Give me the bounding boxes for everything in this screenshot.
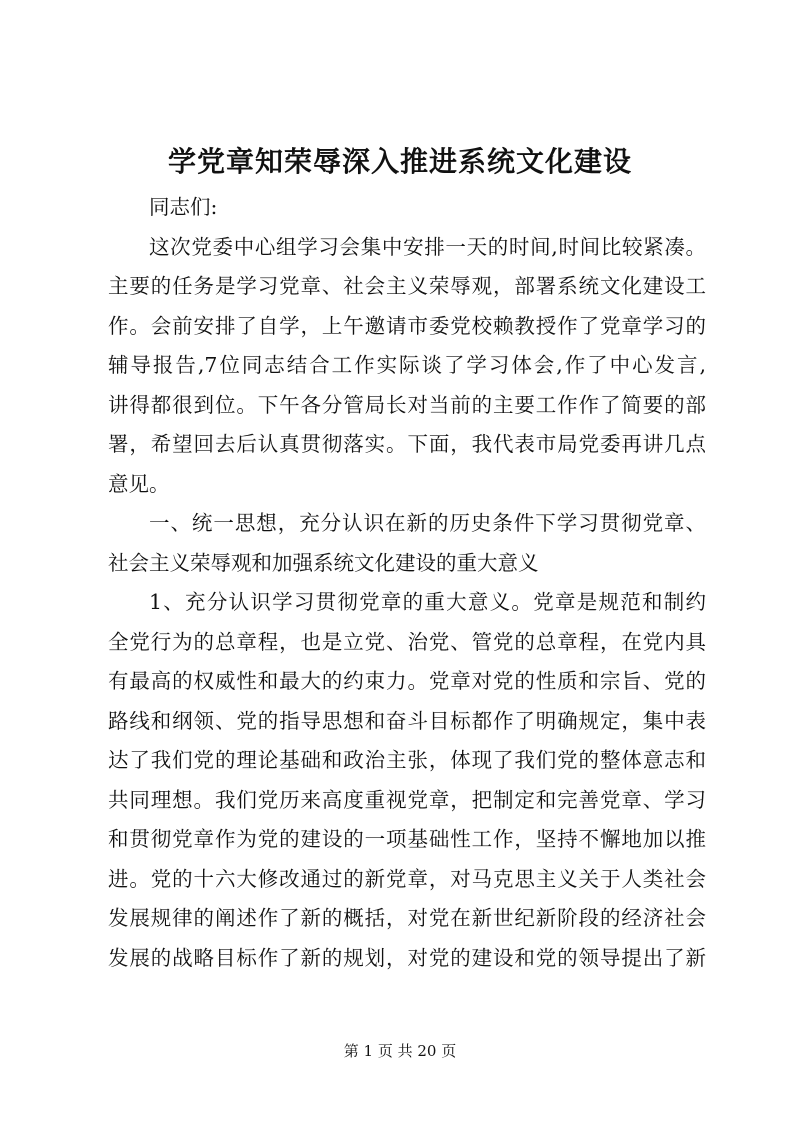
- document-title: 学党章知荣辱深入推进系统文化建设: [167, 145, 632, 178]
- text-line: 达了我们党的理论基础和政治主张，体现了我们党的整体意志和: [108, 748, 706, 772]
- document-body: [108, 188, 706, 978]
- text-line: 主要的任务是学习党章、社会主义荣辱观，部署系统文化建设工: [108, 274, 706, 298]
- text-line: 路线和纲领、党的指导思想和奋斗目标都作了明确规定，集中表: [108, 708, 706, 733]
- text-line: 这次党委中心组学习会集中安排一天的时间,时间比较紧凑。: [149, 234, 706, 259]
- text-line: 作。会前安排了自学，上午邀请市委党校赖教授作了党章学习的: [108, 313, 706, 338]
- text-line: 辅导报告,7位同志结合工作实际谈了学习体会,作了中心发言,: [108, 353, 706, 377]
- text-line: 进。党的十六大修改通过的新党章，对马克思主义关于人类社会: [108, 866, 706, 891]
- page-number-footer: 第 1 页 共 20 页: [343, 1042, 457, 1060]
- text-line: 一、统一思想，充分认识在新的历史条件下学习贯彻党章、: [149, 511, 706, 535]
- text-line: 发展规律的阐述作了新的概括，对党在新世纪新阶段的经济社会: [108, 906, 706, 930]
- text-line: 署，希望回去后认真贯彻落实。下面，我代表市局党委再讲几点: [108, 432, 706, 456]
- text-line: 讲得都很到位。下午各分管局长对当前的主要工作作了简要的部: [108, 392, 706, 417]
- text-line: 1、充分认识学习贯彻党章的重大意义。党章是规范和制约: [149, 590, 706, 614]
- text-line: 社会主义荣辱观和加强系统文化建设的重大意义: [108, 550, 539, 575]
- text-line: 同志们:: [149, 195, 218, 219]
- text-line: 意见。: [108, 471, 170, 496]
- text-line: 有最高的权威性和最大的约束力。党章对党的性质和宗旨、党的: [108, 669, 706, 693]
- text-line: 和贯彻党章作为党的建设的一项基础性工作，坚持不懈地加以推: [108, 827, 706, 851]
- text-line: 共同理想。我们党历来高度重视党章，把制定和完善党章、学习: [108, 787, 706, 812]
- text-line: 全党行为的总章程，也是立党、治党、管党的总章程，在党内具: [108, 629, 706, 654]
- text-line: 发展的战略目标作了新的规划，对党的建设和党的领导提出了新: [108, 945, 706, 970]
